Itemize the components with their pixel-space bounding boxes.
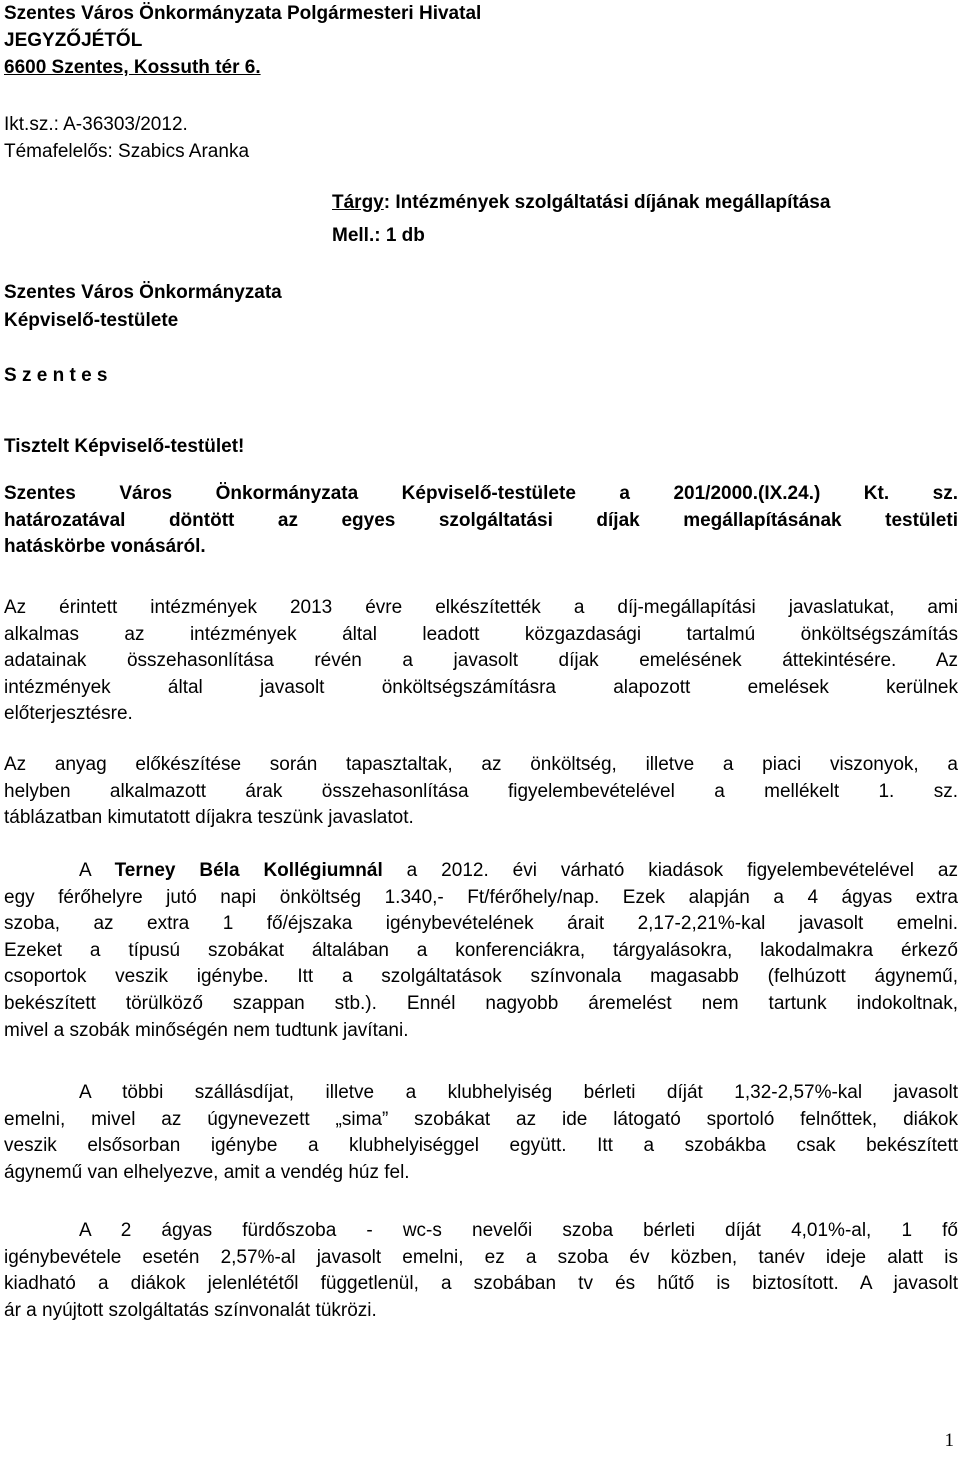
- paragraph-line: igénybevétele esetén 2,57%-al javasolt emelni, ez a szoba év közben, tanév ideje alatt is: [4, 1246, 958, 1268]
- addressee-line2: Képviselő-testülete: [4, 310, 179, 331]
- header-org-line: Szentes Város Önkormányzata Polgármesteri Hivatal: [4, 3, 482, 24]
- paragraph-kollegium: [4, 858, 958, 1044]
- header-dept-line: JEGYZŐJÉTŐL: [4, 30, 143, 51]
- paragraph-teacher-room: [4, 1218, 958, 1324]
- paragraph-line: Az érintett intézmények 2013 évre elkészítették a díj-megállapítási javaslatukat, ami: [4, 597, 958, 618]
- paragraph-preparation: [4, 752, 958, 832]
- subject-mell: Mell.: 1 db: [332, 225, 425, 246]
- paragraph-institutions: [4, 595, 958, 728]
- paragraph-line: mivel a szobák minőségén nem tudtunk javítani.: [4, 1019, 409, 1041]
- paragraph-line: ár a nyújtott szolgáltatás színvonalát tükrözi.: [4, 1299, 377, 1321]
- paragraph-line: intézmények által javasolt önköltségszámításra alapozott emelések kerülnek: [4, 676, 958, 698]
- paragraph-line: alkalmas az intézmények által leadott közgazdasági tartalmú önköltségszámítás: [4, 623, 958, 645]
- paragraph-line: hatáskörbe vonásáról.: [4, 536, 206, 558]
- paragraph-line: szoba, az extra 1 fő/éjszaka igénybevételének árait 2,17-2,21%-kal javasolt emelni.: [4, 913, 958, 935]
- paragraph-fragment: A: [79, 860, 115, 881]
- subject-line: [332, 189, 830, 216]
- paragraph-line: ágynemű van elhelyezve, amit a vendég húz fel.: [4, 1161, 410, 1183]
- paragraph-line: táblázatban kimutatott díjakra teszünk javaslatot.: [4, 807, 414, 829]
- subject-text: : Intézmények szolgáltatási díjának megállapítása: [383, 192, 831, 213]
- paragraph-line: [4, 858, 958, 885]
- paragraph-line: helyben alkalmazott árak összehasonlítása figyelembevételével a mellékelt 1. sz.: [4, 780, 958, 802]
- paragraph-line: egy férőhelyre jutó napi önköltség 1.340,- Ft/férőhely/nap. Ezek alapján a 4 ágyas extra: [4, 886, 958, 908]
- paragraph-line: Az anyag előkészítése során tapasztaltak, az önköltség, illetve a piaci viszonyok, a: [4, 754, 958, 775]
- reference-ikt: Ikt.sz.: A-36303/2012.: [4, 114, 188, 135]
- institution-name: Terney Béla Kollégiumnál: [114, 860, 383, 881]
- paragraph-line: csoportok veszik igénybe. Itt a szolgáltatások színvonala magasabb (felhúzott ágynemű,: [4, 966, 958, 988]
- paragraph-line: határozatával döntött az egyes szolgáltatási díjak megállapításának testületi: [4, 509, 958, 531]
- reference-temafelelos: Témafelelős: Szabics Aranka: [4, 141, 250, 162]
- header-address-line: 6600 Szentes, Kossuth tér 6.: [4, 57, 261, 78]
- paragraph-line: előterjesztésre.: [4, 703, 133, 725]
- addressee-line1: Szentes Város Önkormányzata: [4, 282, 282, 303]
- paragraph-line: emelni, mivel az úgynevezett „sima” szobákat az ide látogató sportoló felnőttek, diákok: [4, 1108, 958, 1130]
- subject-label: Tárgy: [332, 192, 384, 213]
- paragraph-line: adatainak összehasonlítása révén a javasolt díjak emelésének áttekintésére. Az: [4, 650, 958, 672]
- paragraph-line: Szentes Város Önkormányzata Képviselő-testülete a 201/2000.(IX.24.) Kt. sz.: [4, 483, 958, 504]
- paragraph-line: A 2 ágyas fürdőszoba - wc-s nevelői szoba bérleti díját 4,01%-al, 1 fő: [79, 1220, 958, 1241]
- paragraph-line: veszik elsősorban igénybe a klubhelyiséggel együtt. Itt a szobákba csak bekészített: [4, 1135, 958, 1157]
- paragraph-other-rates: [4, 1080, 958, 1186]
- paragraph-line: kiadható a diákok jelenlététől függetlenül, a szobában tv és hűtő is biztosított. A javasolt: [4, 1273, 958, 1295]
- paragraph-line: bekészített törülköző szappan stb.). Ennél nagyobb áremelést nem tartunk indokoltnak,: [4, 992, 958, 1014]
- paragraph-line: Ezeket a típusú szobákat általában a konferenciákra, tárgyalásokra, lakodalmakra érkező: [4, 939, 958, 961]
- paragraph-line: A többi szállásdíjat, illetve a klubhelyiség bérleti díját 1,32-2,57%-kal javasolt: [79, 1082, 958, 1103]
- addressee-city: S z e n t e s: [4, 365, 108, 386]
- page-number: 1: [944, 1430, 954, 1451]
- salutation: Tisztelt Képviselő-testület!: [4, 436, 245, 457]
- paragraph-resolution: [4, 481, 958, 561]
- paragraph-fragment: a 2012. évi várható kiadások figyelembevételével az: [382, 860, 958, 881]
